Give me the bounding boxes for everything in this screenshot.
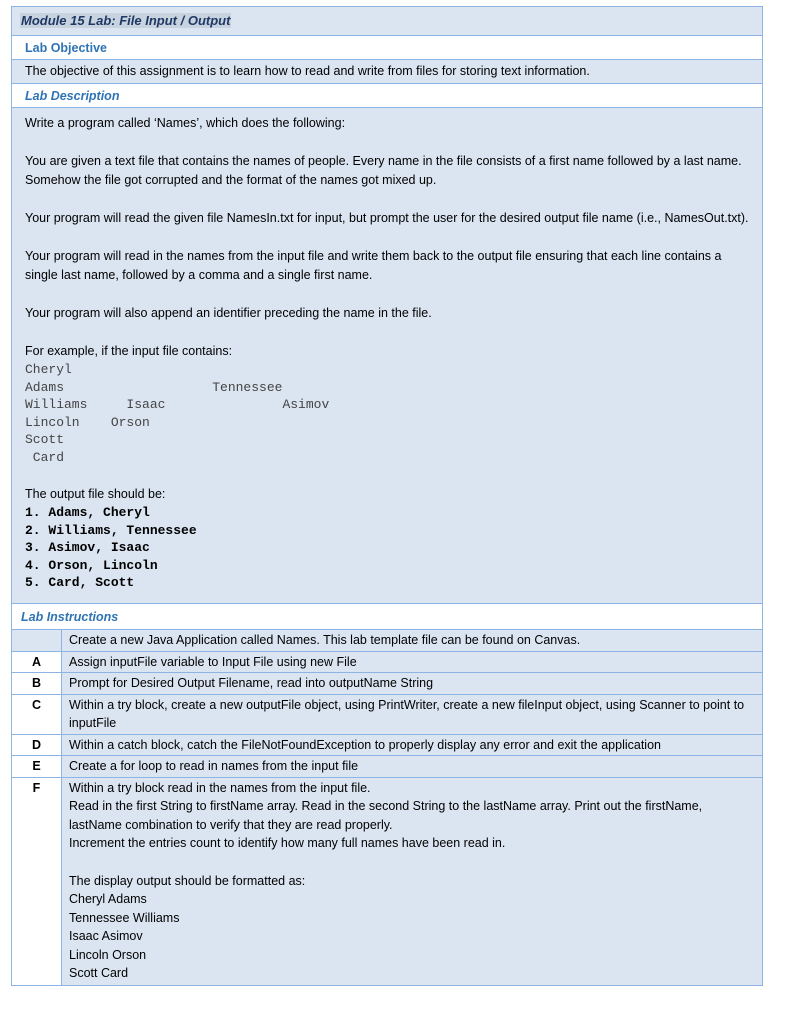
instruction-letter: A [12, 651, 62, 673]
output-intro: The output file should be: [25, 487, 166, 501]
instruction-letter: B [12, 673, 62, 695]
instruction-letter [12, 630, 62, 651]
instruction-text: Create a for loop to read in names from the input file [62, 756, 763, 778]
instruction-row [12, 734, 762, 756]
instruction-text: Assign inputFile variable to Input File using new File [62, 651, 763, 673]
display-line: Lincoln Orson [69, 947, 147, 962]
objective-text: The objective of this assignment is to learn how to read and write from files for storing text information. [12, 60, 762, 84]
output-line: 4. Orson, Lincoln [25, 557, 158, 573]
display-line: Cheryl Adams [69, 892, 147, 906]
instructions-table-wrap [12, 630, 762, 985]
input-line: Cheryl [25, 362, 72, 377]
instruction-letter: F [12, 777, 62, 985]
instructions-heading: Lab Instructions [12, 604, 762, 630]
instruction-row [12, 777, 762, 985]
output-line: 2. Williams, Tennessee [25, 522, 197, 538]
input-line: Card [25, 449, 65, 465]
input-line: Adams Tennessee [25, 379, 283, 395]
instruction-text: Create a new Java Application called Names. This lab template file can be found on Canvas. [62, 630, 763, 651]
output-line: 3. Asimov, Isaac [25, 540, 150, 555]
objective-heading: Lab Objective [12, 36, 762, 60]
description-paragraph: Your program will also append an identifier preceding the name in the file. [25, 306, 432, 320]
instruction-text-f [62, 777, 763, 985]
f-line: Read in the first String to firstName array. Read in the second String to the lastName array. Print out the firstName, lastName combination to verify that they are read properly. [69, 799, 703, 832]
input-line: Lincoln Orson [25, 414, 150, 430]
lab-document [11, 6, 763, 986]
instruction-row [12, 630, 762, 651]
display-line: Tennessee Williams [69, 910, 180, 925]
instruction-row [12, 673, 762, 695]
instruction-row [12, 651, 762, 673]
instruction-text: Within a try block, create a new outputFile object, using PrintWriter, create a new fileInput object, using Scanner to point to inputFile [62, 694, 763, 734]
description-paragraph: You are given a text file that contains the names of people. Every name in the file consists of a first name followed by a last name. Somehow the file got corrupted and the format of the names got mixed up. [25, 154, 742, 187]
instruction-row [12, 694, 762, 734]
output-line: 1. Adams, Cheryl [25, 505, 150, 520]
f-line: Increment the entries count to identify how many full names have been read in. [69, 836, 506, 850]
f-line: Within a try block read in the names from the input file. [69, 780, 371, 795]
instruction-text: Within a catch block, catch the FileNotFoundException to properly display any error and exit the application [62, 734, 763, 756]
description-heading: Lab Description [12, 84, 762, 108]
instructions-table [12, 630, 762, 985]
input-line: Scott [25, 432, 65, 447]
description-paragraph: Your program will read the given file NamesIn.txt for input, but prompt the user for the desired output file name (i.e., NamesOut.txt). [25, 211, 749, 225]
instruction-letter: E [12, 756, 62, 778]
description-paragraph: Your program will read in the names from the input file and write them back to the output file ensuring that each line contains a single last name, followed by a comma and a single first name. [25, 249, 722, 282]
output-line: 5. Card, Scott [25, 575, 135, 590]
display-intro: The display output should be formatted as: [69, 873, 306, 888]
instruction-letter: D [12, 734, 62, 756]
instruction-letter: C [12, 694, 62, 734]
display-line: Scott Card [69, 966, 129, 980]
input-line: Williams Isaac Asimov [25, 397, 330, 412]
instruction-text: Prompt for Desired Output Filename, read into outputName String [62, 673, 763, 695]
description-paragraph: Write a program called ‘Names’, which does the following: [25, 116, 346, 130]
example-intro: For example, if the input file contains: [25, 344, 233, 358]
instruction-row [12, 756, 762, 778]
document-title-row [12, 7, 762, 36]
display-line: Isaac Asimov [69, 929, 143, 943]
input-example-block [25, 361, 752, 466]
output-example-block [25, 504, 752, 592]
document-title: Module 15 Lab: File Input / Output [21, 13, 231, 28]
description-body [12, 108, 762, 604]
